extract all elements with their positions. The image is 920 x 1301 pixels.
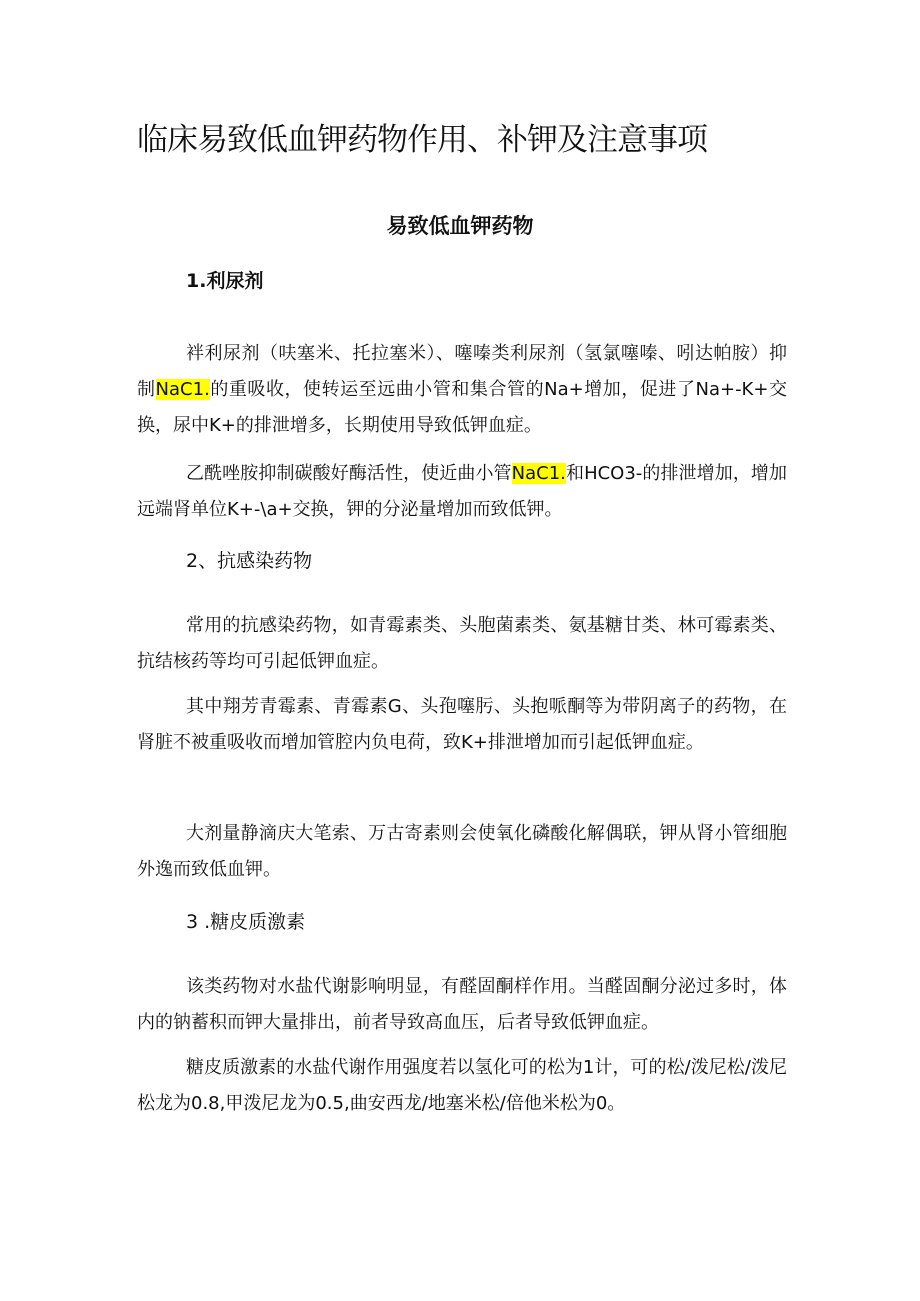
highlighted-text: NaC1. [511, 463, 566, 484]
paragraph-glucocorticoids-2: 糖皮质激素的水盐代谢作用强度若以氢化可的松为1计，可的松/泼尼松/泼尼松龙为0.8,甲泼尼龙为0.5,曲安西龙/地塞米松/倍他米松为0。 [137, 1057, 787, 1114]
paragraph-diuretics-2 [137, 456, 787, 528]
paragraph-anti-infective-2: 其中翔芳青霉素、青霉素G、头孢噻肟、头抱哌酮等为带阴离子的药物，在肾脏不被重吸收而增加管腔内负电荷，致K+排泄增加而引起低钾血症。 [137, 696, 787, 753]
paragraph-anti-infective-3: 大剂量静滴庆大笔索、万古寄素则会使氧化磷酸化解偶联，钾从肾小管细胞外逸而致低血钾。 [137, 823, 787, 880]
paragraph-text: 乙酰唑胺抑制碳酸好酶活性，使近曲小管 [186, 463, 512, 484]
paragraph-text: 的重吸收，使转运至远曲小管和集合管的Na+增加，促进了Na+-K+交换，尿中K+的排泄增多，长期使用导致低钾血症。 [137, 379, 787, 436]
section-heading-glucocorticoids: 3 .糖皮质激素 [186, 911, 306, 933]
section-heading-anti-infective: 2、抗感染药物 [186, 550, 313, 572]
paragraph-anti-infective-1: 常用的抗感染药物，如青霉素类、头胞菌素类、氨基糖甘类、林可霉素类、抗结核药等均可引起低钾血症。 [137, 615, 787, 672]
highlighted-text: NaC1. [155, 379, 210, 400]
paragraph-text: 袢利尿剂（呋塞米、托拉塞米）、噻嗪类利尿剂（氢氯噻嗪、吲达帕胺）抑制 [137, 343, 787, 400]
document-title: 临床易致低血钾药物作用、补钾及注意事项 [137, 122, 707, 158]
paragraph-glucocorticoids-1: 该类药物对水盐代谢影响明显，有醛固酮样作用。当醛固酮分泌过多时，体内的钠蓄积而钾大量排出，前者导致高血压，后者导致低钾血症。 [137, 976, 787, 1033]
section-heading-diuretics: 1.利尿剂 [186, 270, 264, 292]
section-subtitle: 易致低血钾药物 [386, 214, 534, 238]
paragraph-diuretics-1 [137, 336, 787, 444]
paragraph-text: 和HCO3-的排泄增加，增加远端肾单位K+-\a+交换，钾的分泌量增加而致低钾。 [137, 463, 788, 520]
